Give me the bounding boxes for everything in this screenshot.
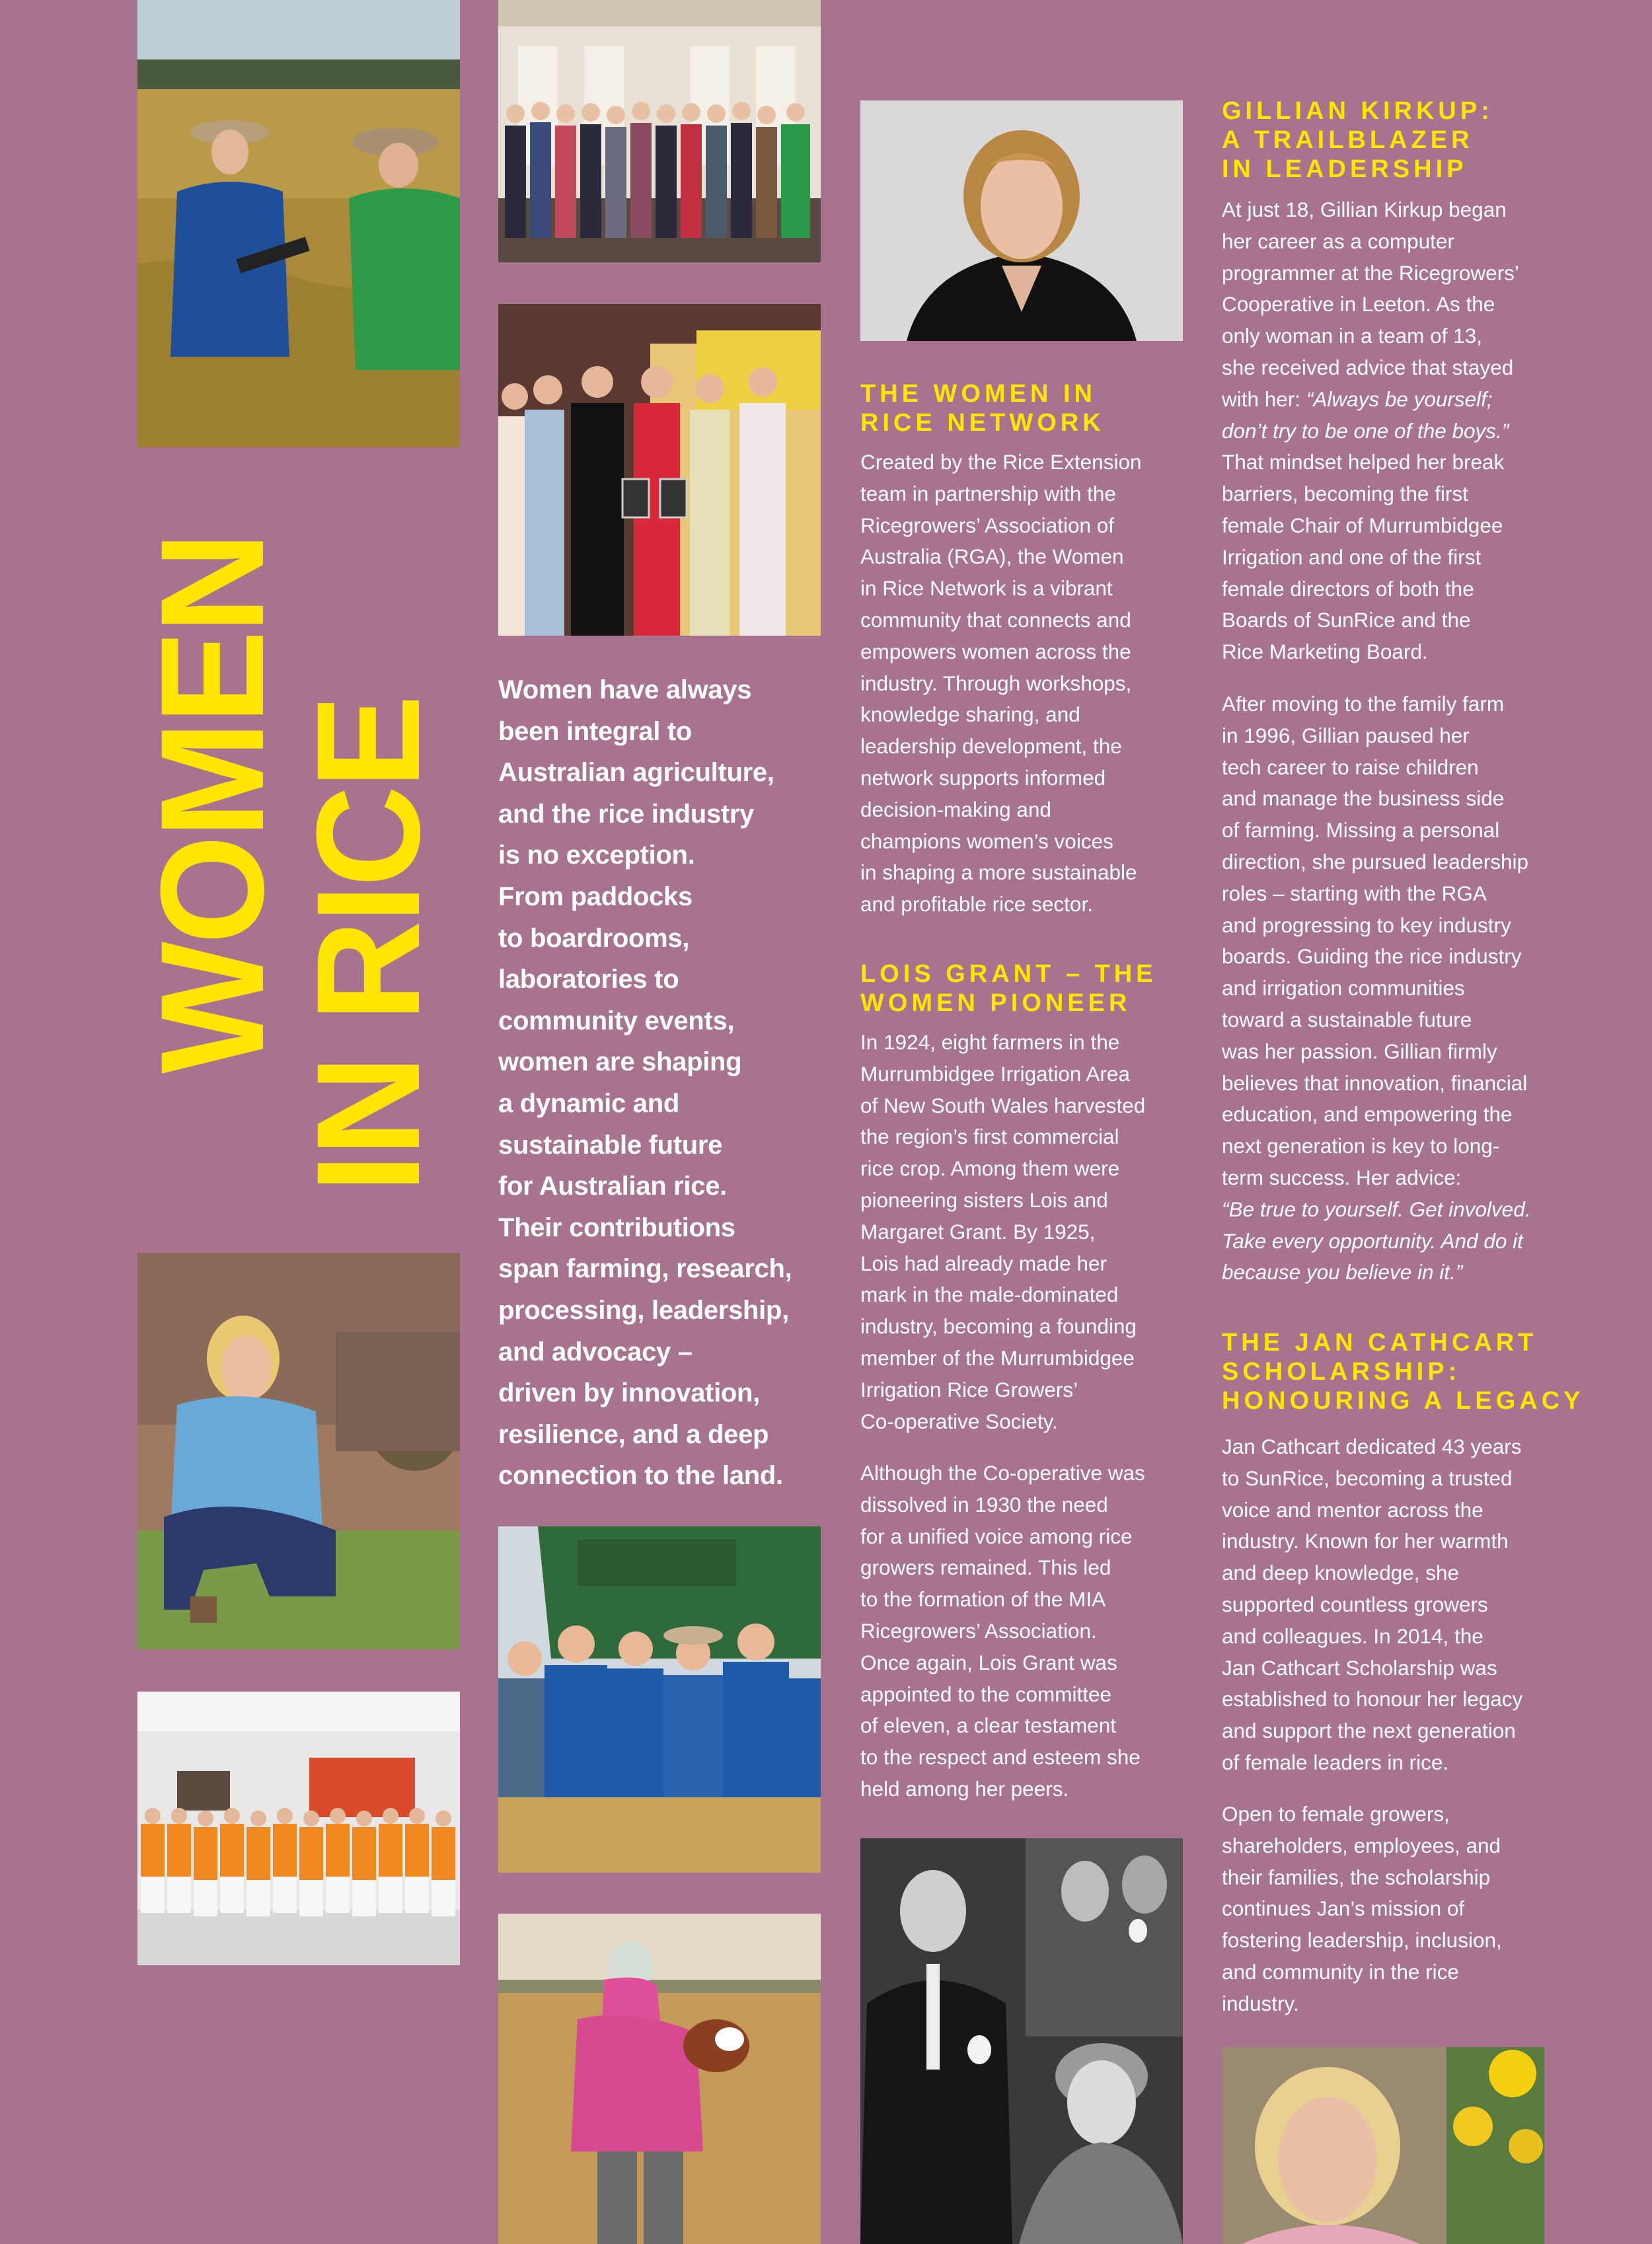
body-line-text: next generation is key to long- (1222, 1134, 1500, 1158)
heading-line: LOIS GRANT – THE (860, 960, 1157, 988)
jan-paragraph-1 (1222, 1431, 1522, 1779)
body-line-text: Irrigation and one of the first (1222, 544, 1482, 569)
body-line: Murrumbidgee Irrigation Area (860, 1061, 1130, 1086)
body-line: Ricegrowers’ Association. (860, 1618, 1097, 1643)
body-line: and support the next generation (1222, 1719, 1516, 1743)
body-line (1222, 752, 1530, 784)
intro-line: Their contributions (498, 1213, 735, 1242)
body-line (1222, 320, 1519, 352)
body-line (1222, 384, 1519, 416)
body-line (1222, 846, 1530, 878)
body-line-text: was her passion. Gillian firmly (1222, 1039, 1497, 1063)
body-line: rice crop. Among them were (860, 1156, 1120, 1181)
body-line: appointed to the committee (860, 1682, 1111, 1706)
photo-harvester-team (498, 1526, 821, 1873)
body-line-text: education, and empowering the (1222, 1102, 1513, 1127)
body-line: Open to female growers, (1222, 1802, 1450, 1826)
photo-group-indoors (498, 0, 821, 262)
body-line: growers remained. This led (860, 1555, 1111, 1580)
body-line-text: “Be true to yourself. Get involved. (1222, 1197, 1531, 1221)
body-line (1222, 352, 1519, 384)
body-line (1222, 910, 1530, 942)
heading-line: GILLIAN KIRKUP: (1222, 97, 1493, 125)
body-line (1222, 720, 1530, 752)
photo-woman-crouching (137, 1253, 460, 1649)
intro-line: women are shaping (498, 1047, 742, 1077)
body-line: Although the Co-operative was (860, 1461, 1145, 1485)
intro-line: for Australian rice. (498, 1172, 727, 1201)
jan-paragraph-2 (1222, 1799, 1502, 2020)
body-line-text: with her: (1222, 387, 1301, 411)
body-line (1222, 289, 1519, 320)
body-line: of New South Wales harvested (860, 1093, 1146, 1117)
body-line (1222, 194, 1519, 226)
body-line: empowers women across the (860, 639, 1131, 663)
lois-paragraph-1 (860, 1027, 1145, 1437)
photo-jan-cathcart (1222, 2047, 1544, 2244)
intro-paragraph (498, 669, 829, 1497)
body-line: of female leaders in rice. (1222, 1750, 1449, 1774)
body-line (1222, 783, 1530, 815)
body-line-text: programmer at the Ricegrowers’ (1222, 260, 1519, 285)
gillian-paragraph-2 (1222, 689, 1530, 1289)
body-line: and profitable rice sector. (860, 892, 1093, 916)
body-line-text: because you believe in it.” (1222, 1260, 1463, 1285)
photo-archival-lois-grant (860, 1838, 1183, 2244)
intro-line: a dynamic and (498, 1088, 679, 1118)
heading-line: A TRAILBLAZER (1222, 126, 1474, 154)
body-line (1222, 1036, 1530, 1068)
body-line-text: female directors of both the (1222, 576, 1474, 601)
heading-line: THE WOMEN IN (860, 380, 1096, 408)
heading-line: RICE NETWORK (860, 409, 1105, 437)
heading-line: THE JAN CATHCART (1222, 1329, 1538, 1357)
body-line: team in partnership with the (860, 481, 1116, 505)
body-line-quote: “Always be yourself; (1300, 387, 1493, 411)
intro-line: connection to the land. (498, 1461, 783, 1491)
photo-factory-team (137, 1692, 460, 1965)
body-line: Australia (RGA), the Women (860, 544, 1124, 569)
body-line-text: tech career to raise children (1222, 755, 1479, 779)
intro-line: and advocacy – (498, 1337, 693, 1366)
body-line (1222, 416, 1519, 447)
intro-line: been integral to (498, 716, 693, 746)
body-line-text: That mindset helped her break (1222, 450, 1505, 474)
body-line: in shaping a more sustainable (860, 860, 1137, 885)
network-heading (860, 379, 1105, 437)
body-line: leadership development, the (860, 734, 1122, 759)
body-line-text: direction, she pursued leadership (1222, 849, 1529, 874)
body-line: held among her peers. (860, 1776, 1069, 1801)
body-line: and community in the rice (1222, 1959, 1459, 1984)
photo-gillian-kirkup (860, 100, 1183, 341)
body-line (1222, 815, 1530, 846)
body-line: supported countless growers (1222, 1592, 1488, 1616)
body-line: and colleagues. In 2014, the (1222, 1624, 1483, 1648)
body-line (1222, 1162, 1530, 1194)
body-line: network supports informed (860, 765, 1106, 790)
body-line: pioneering sisters Lois and (860, 1187, 1108, 1212)
body-line: industry, becoming a founding (860, 1314, 1137, 1339)
body-line-text: female Chair of Murrumbidgee (1222, 513, 1503, 537)
gillian-paragraph-1 (1222, 194, 1519, 668)
body-line (1222, 1099, 1530, 1131)
body-line-text: roles – starting with the RGA (1222, 881, 1487, 905)
body-line (1222, 1226, 1530, 1257)
body-line: knowledge sharing, and (860, 702, 1080, 727)
heading-line: SCHOLARSHIP: (1222, 1358, 1461, 1386)
body-line-text: Take every opportunity. And do it (1222, 1228, 1523, 1253)
body-line: the region’s first commercial (860, 1125, 1119, 1149)
body-line-text: Boards of SunRice and the (1222, 608, 1471, 632)
intro-line: Australian agriculture, (498, 758, 774, 788)
body-line (1222, 226, 1519, 258)
body-line: Ricegrowers’ Association of (860, 513, 1114, 537)
body-line: shareholders, employees, and (1222, 1833, 1501, 1857)
body-line: Margaret Grant. By 1925, (860, 1219, 1096, 1244)
body-line: In 1924, eight farmers in the (860, 1030, 1120, 1054)
body-line-text: After moving to the family farm (1222, 692, 1505, 716)
intro-line: and the rice industry (498, 799, 755, 829)
intro-line: community events, (498, 1006, 735, 1035)
intro-line: is no exception. (498, 841, 695, 870)
intro-line: processing, leadership, (498, 1295, 789, 1325)
body-line-text: and irrigation communities (1222, 976, 1465, 1000)
body-line: to the respect and esteem she (860, 1745, 1141, 1770)
network-body (860, 447, 1141, 920)
lois-paragraph-2 (860, 1458, 1145, 1805)
heading-line: WOMEN PIONEER (860, 989, 1131, 1017)
body-line-text: barriers, becoming the first (1222, 482, 1468, 506)
body-line: of eleven, a clear testament (860, 1713, 1116, 1738)
body-line: mark in the male-dominated (860, 1283, 1119, 1307)
body-line (1222, 605, 1519, 636)
body-line: to the formation of the MIA (860, 1587, 1106, 1612)
heading-line: IN LEADERSHIP (1222, 155, 1468, 183)
body-line: Lois had already made her (860, 1251, 1107, 1275)
intro-line: to boardrooms, (498, 923, 690, 953)
intro-line: sustainable future (498, 1130, 723, 1160)
body-line: fostering leadership, inclusion, (1222, 1928, 1502, 1953)
body-line (1222, 542, 1519, 574)
body-line: Jan Cathcart Scholarship was (1222, 1655, 1497, 1680)
body-line: Co-operative Society. (860, 1409, 1058, 1433)
body-line-text: Rice Marketing Board. (1222, 640, 1428, 664)
body-line: champions women’s voices (860, 829, 1113, 853)
photo-awards-group (498, 304, 821, 636)
body-line (1222, 689, 1530, 720)
intro-line: Women have always (498, 675, 752, 704)
lois-heading (860, 959, 1157, 1018)
body-line-text: of farming. Missing a personal (1222, 818, 1500, 842)
body-line (1222, 1004, 1530, 1036)
body-line (1222, 941, 1530, 973)
body-line-text: At just 18, Gillian Kirkup began (1222, 198, 1507, 221)
body-line-text: and manage the business side (1222, 786, 1505, 811)
body-line-text: term success. Her advice: (1222, 1165, 1462, 1189)
body-line: to SunRice, becoming a trusted (1222, 1466, 1513, 1490)
intro-line: span farming, research, (498, 1254, 792, 1284)
body-line: decision-making and (860, 797, 1051, 821)
body-line (1222, 878, 1530, 910)
intro-line: From paddocks (498, 881, 693, 911)
body-line-text: don’t try to be one of the boys.” (1222, 418, 1509, 443)
gillian-heading (1222, 96, 1493, 184)
intro-line: resilience, and a deep (498, 1419, 769, 1449)
body-line: their families, the scholarship (1222, 1865, 1491, 1889)
body-line (1222, 1131, 1530, 1162)
body-line-text: boards. Guiding the rice industry (1222, 944, 1522, 969)
body-line (1222, 1194, 1530, 1226)
body-line: for a unified voice among rice (860, 1524, 1133, 1548)
body-line: Jan Cathcart dedicated 43 years (1222, 1435, 1522, 1458)
intro-line: laboratories to (498, 965, 679, 994)
body-line-text: only woman in a team of 13, (1222, 324, 1482, 348)
body-line (1222, 574, 1519, 605)
body-line-text: and progressing to key industry (1222, 913, 1511, 937)
body-line: in Rice Network is a vibrant (860, 576, 1113, 601)
body-line: industry. (1222, 1991, 1299, 2015)
photo-woman-with-dog (498, 1914, 821, 2244)
body-line: voice and mentor across the (1222, 1497, 1483, 1522)
body-line (1222, 636, 1519, 668)
photo-women-rice-field (137, 0, 460, 447)
intro-line: driven by innovation, (498, 1378, 760, 1408)
body-line: industry. Known for her warmth (1222, 1529, 1509, 1553)
body-line: community that connects and (860, 607, 1131, 632)
body-line: continues Jan’s mission of (1222, 1896, 1465, 1921)
body-line: dissolved in 1930 the need (860, 1492, 1108, 1516)
body-line (1222, 1068, 1530, 1100)
body-line: industry. Through workshops, (860, 671, 1132, 695)
title-women: WOMEN (130, 534, 295, 1074)
body-line: established to honour her legacy (1222, 1687, 1523, 1711)
body-line (1222, 1257, 1530, 1289)
body-line: Created by the Rice Extension (860, 450, 1142, 474)
body-line (1222, 447, 1519, 478)
body-line-text: in 1996, Gillian paused her (1222, 723, 1470, 747)
body-line (1222, 478, 1519, 510)
jan-heading (1222, 1328, 1585, 1415)
body-line (1222, 973, 1530, 1004)
heading-line: HONOURING A LEGACY (1222, 1387, 1585, 1415)
body-line: Irrigation Rice Growers’ (860, 1377, 1078, 1402)
title-in-rice: IN RICE (285, 697, 451, 1193)
body-line: and deep knowledge, she (1222, 1561, 1460, 1585)
body-line-text: she received advice that stayed (1222, 355, 1514, 379)
body-line (1222, 258, 1519, 289)
body-line-text: toward a sustainable future (1222, 1007, 1472, 1031)
body-line: member of the Murrumbidgee (860, 1345, 1135, 1370)
body-line: Once again, Lois Grant was (860, 1650, 1117, 1674)
body-line-text: believes that innovation, financial (1222, 1070, 1528, 1095)
body-line-text: Cooperative in Leeton. As the (1222, 292, 1495, 317)
body-line (1222, 510, 1519, 542)
body-line-text: her career as a computer (1222, 229, 1454, 253)
